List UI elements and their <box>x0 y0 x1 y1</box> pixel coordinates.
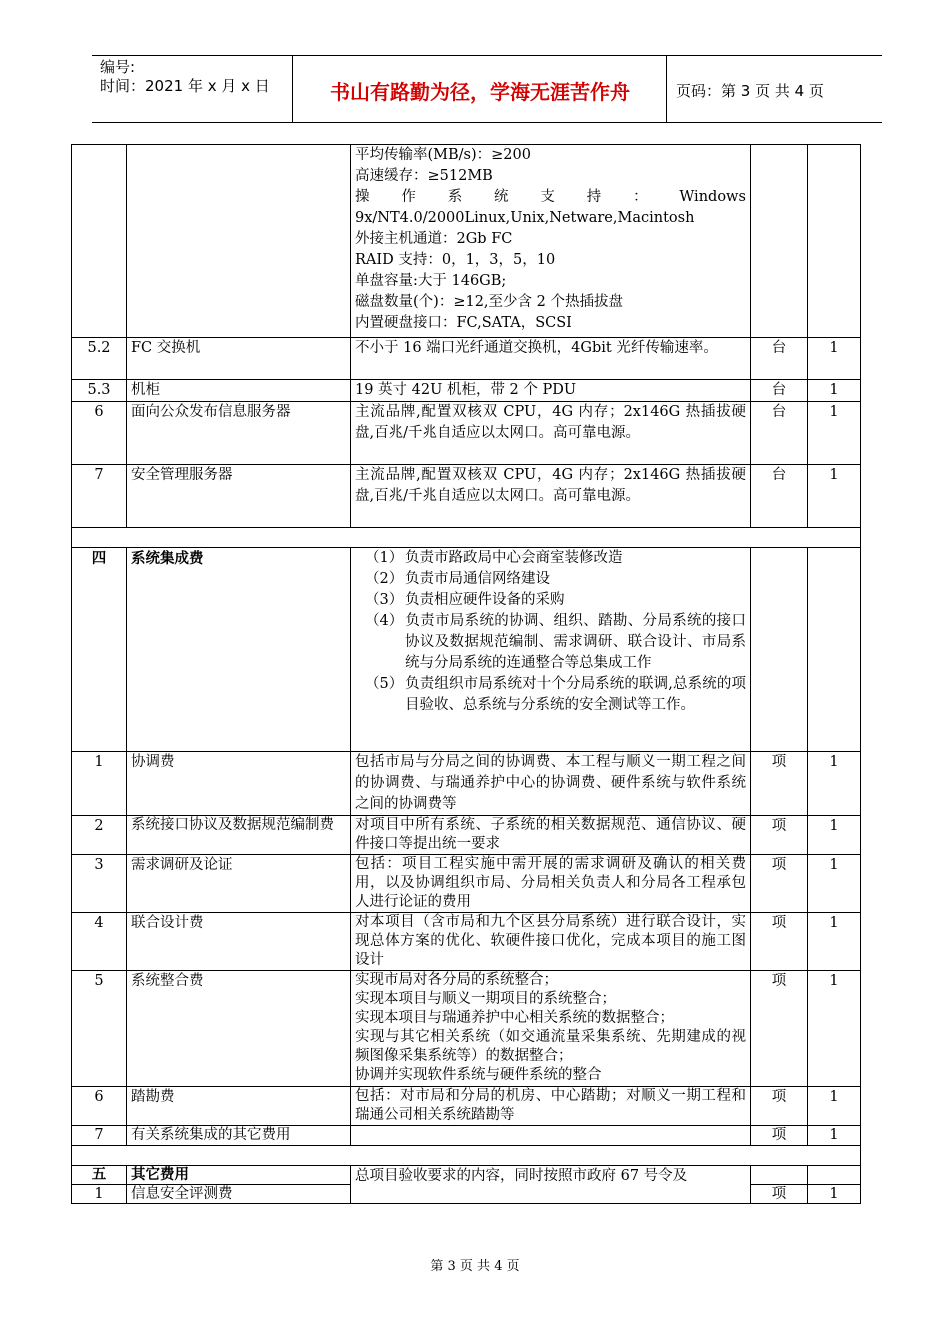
section-items <box>351 548 751 752</box>
section-no: 五 <box>72 1166 127 1185</box>
doc-time-label: 时间：2021 年 x 月 x 日 <box>100 77 270 95</box>
section-no: 四 <box>72 548 127 752</box>
cell-qty: 1 <box>808 752 861 816</box>
cell-qty: 1 <box>808 816 861 855</box>
cell-unit: 项 <box>751 1185 808 1204</box>
cell-no: 2 <box>72 816 127 855</box>
desc-line: 实现与其它相关系统（如交通流量采集系统、先期建成的视频图像采集系统等）的数据整合； <box>355 1029 746 1064</box>
table-row <box>72 752 861 816</box>
header-divider <box>666 55 667 123</box>
spacer-row <box>72 1146 861 1166</box>
section-row <box>72 548 861 752</box>
cell-desc: 主流品牌,配置双核双 CPU，4G 内存；2x146G 热插拔硬盘,百兆/千兆自适应以太网口。高可靠电源。 <box>351 465 751 528</box>
cell-no: 3 <box>72 855 127 913</box>
doc-number-label: 编号: <box>100 58 136 76</box>
list-item: （5） 负责组织市局系统对十个分局系统的联调,总系统的项目验收、总系统与分系统的安全测试等工作。 <box>365 676 746 713</box>
cell-name: 机柜 <box>127 380 351 402</box>
cell-no: 5.2 <box>72 338 127 380</box>
cell-name: 有关系统集成的其它费用 <box>127 1126 351 1146</box>
cell-unit: 台 <box>751 465 808 528</box>
cell-no: 5 <box>72 971 127 1087</box>
table-row <box>72 816 861 855</box>
cell-qty: 1 <box>808 971 861 1087</box>
storage-spec-cell <box>351 145 751 338</box>
cell-no: 5.3 <box>72 380 127 402</box>
spec-line: 外接主机通道：2Gb FC <box>355 231 513 247</box>
table-row <box>72 380 861 402</box>
header-page-label: 页码：第 3 页 共 4 页 <box>676 82 824 100</box>
cell-no: 7 <box>72 1126 127 1146</box>
cell-name: 踏勘费 <box>127 1087 351 1126</box>
desc-line: 实现本项目与瑞通养护中心相关系统的数据整合； <box>355 1010 674 1026</box>
cell-no: 7 <box>72 465 127 528</box>
table-row <box>72 971 861 1087</box>
list-item: （4） 负责市局系统的协调、组织、踏勘、分局系统的接口协议及数据规范编制、需求调研、联合设计、市局系统与分局系统的连通整合等总集成工作 <box>365 613 746 671</box>
cell-qty: 1 <box>808 855 861 913</box>
cell-unit: 台 <box>751 402 808 465</box>
cell-desc: 包括：项目工程实施中需开展的需求调研及确认的相关费用，以及协调组织市局、分局相关负责人和分局各工程承包人进行论证的费用 <box>351 855 751 913</box>
section-name: 系统集成费 <box>127 548 351 752</box>
cell-qty: 1 <box>808 338 861 380</box>
cell-qty: 1 <box>808 402 861 465</box>
cell-qty <box>808 1166 861 1185</box>
cell-name: FC 交换机 <box>127 338 351 380</box>
cell-desc: 对项目中所有系统、子系统的相关数据规范、通信协议、硬件接口等提出统一要求 <box>351 816 751 855</box>
cell-desc: 包括：对市局和分局的机房、中心踏勘；对顺义一期工程和瑞通公司相关系统踏勘等 <box>351 1087 751 1126</box>
cell-name: 信息安全评测费 <box>127 1185 351 1204</box>
cell-qty: 1 <box>808 913 861 971</box>
spec-line: 平均传输率(MB/s)：≥200 <box>355 147 531 163</box>
table-row <box>72 1126 861 1146</box>
cell-qty: 1 <box>808 1185 861 1204</box>
cell-no: 6 <box>72 402 127 465</box>
header-divider <box>292 55 293 123</box>
cell-qty: 1 <box>808 380 861 402</box>
cell-name: 联合设计费 <box>127 913 351 971</box>
desc-line: 协调并实现软件系统与硬件系统的整合 <box>355 1067 602 1083</box>
budget-table <box>71 144 861 1204</box>
list-item: （1） 负责市路政局中心会商室装修改造 <box>365 550 623 566</box>
cell-no: 1 <box>72 752 127 816</box>
cell-name <box>127 145 351 338</box>
cell-desc: 包括市局与分局之间的协调费、本工程与顺义一期工程之间的协调费、与瑞通养护中心的协调费、硬件系统与软件系统之间的协调费等 <box>351 752 751 816</box>
spec-line-os: 操 作 系 统 支 持 ： Windows <box>355 189 746 205</box>
cell-qty <box>808 145 861 338</box>
spec-line: 磁盘数量(个)：≥12,至少含 2 个热插拔盘 <box>355 294 623 310</box>
cell-no: 6 <box>72 1087 127 1126</box>
spec-line: 9x/NT4.0/2000Linux,Unix,Netware,Macintosh <box>355 210 695 226</box>
table-row <box>72 1087 861 1126</box>
cell-unit: 项 <box>751 971 808 1087</box>
cell-no: 4 <box>72 913 127 971</box>
cell-desc: 19 英寸 42U 机柜，带 2 个 PDU <box>351 380 751 402</box>
cell-unit: 项 <box>751 1126 808 1146</box>
cell-unit: 台 <box>751 380 808 402</box>
cell-unit: 项 <box>751 913 808 971</box>
cell-name: 安全管理服务器 <box>127 465 351 528</box>
header-bottom-rule <box>92 122 882 123</box>
header-motto: 书山有路勤为径，学海无涯苦作舟 <box>330 80 630 104</box>
cell-unit <box>751 1166 808 1185</box>
cell-qty: 1 <box>808 1087 861 1126</box>
table-row <box>72 913 861 971</box>
spacer-cell <box>72 528 861 548</box>
page-footer: 第 3 页 共 4 页 <box>430 1259 520 1274</box>
table-row <box>72 855 861 913</box>
desc-line: 实现市局对各分局的系统整合； <box>355 972 558 988</box>
cell-qty <box>808 548 861 752</box>
cell-no: 1 <box>72 1185 127 1204</box>
cell-unit: 项 <box>751 816 808 855</box>
desc-line: 实现本项目与顺义一期项目的系统整合； <box>355 991 616 1007</box>
table-row <box>72 338 861 380</box>
header-top-rule <box>92 55 882 56</box>
cell-unit: 台 <box>751 338 808 380</box>
spec-line: RAID 支持：0，1，3，5，10 <box>355 252 556 268</box>
list-item: （2） 负责市局通信网络建设 <box>365 571 550 587</box>
cell-desc: 对本项目（含市局和九个区县分局系统）进行联合设计，实现总体方案的优化、软硬件接口优化，完成本项目的施工图设计 <box>351 913 751 971</box>
cell-name: 面向公众发布信息服务器 <box>127 402 351 465</box>
cell-unit: 项 <box>751 855 808 913</box>
table-row <box>72 145 861 338</box>
section-name: 其它费用 <box>127 1166 351 1185</box>
cell-unit <box>751 145 808 338</box>
cell-unit: 项 <box>751 752 808 816</box>
spacer-cell <box>72 1146 861 1166</box>
cell-desc <box>351 971 751 1087</box>
header-meta <box>100 58 270 96</box>
spec-line: 高速缓存：≥512MB <box>355 168 493 184</box>
section-row <box>72 1166 861 1185</box>
cell-name: 协调费 <box>127 752 351 816</box>
cell-no <box>72 145 127 338</box>
list-item: （3） 负责相应硬件设备的采购 <box>365 592 565 608</box>
cell-desc: 主流品牌,配置双核双 CPU，4G 内存；2x146G 热插拔硬盘,百兆/千兆自适应以太网口。高可靠电源。 <box>351 402 751 465</box>
table-row <box>72 402 861 465</box>
cell-desc <box>351 1126 751 1146</box>
cell-unit: 项 <box>751 1087 808 1126</box>
cell-name: 需求调研及论证 <box>127 855 351 913</box>
cell-name: 系统接口协议及数据规范编制费 <box>127 816 351 855</box>
cell-unit <box>751 548 808 752</box>
cell-name: 系统整合费 <box>127 971 351 1087</box>
cell-desc: 不小于 16 端口光纤通道交换机，4Gbit 光纤传输速率。 <box>351 338 751 380</box>
spacer-row <box>72 528 861 548</box>
spec-line: 内置硬盘接口：FC,SATA，SCSI <box>355 315 572 331</box>
cell-qty: 1 <box>808 465 861 528</box>
cell-qty: 1 <box>808 1126 861 1146</box>
spec-line: 单盘容量:大于 146GB; <box>355 273 507 289</box>
table-row <box>72 465 861 528</box>
cell-desc: 总项目验收要求的内容，同时按照市政府 67 号令及 <box>351 1166 751 1204</box>
